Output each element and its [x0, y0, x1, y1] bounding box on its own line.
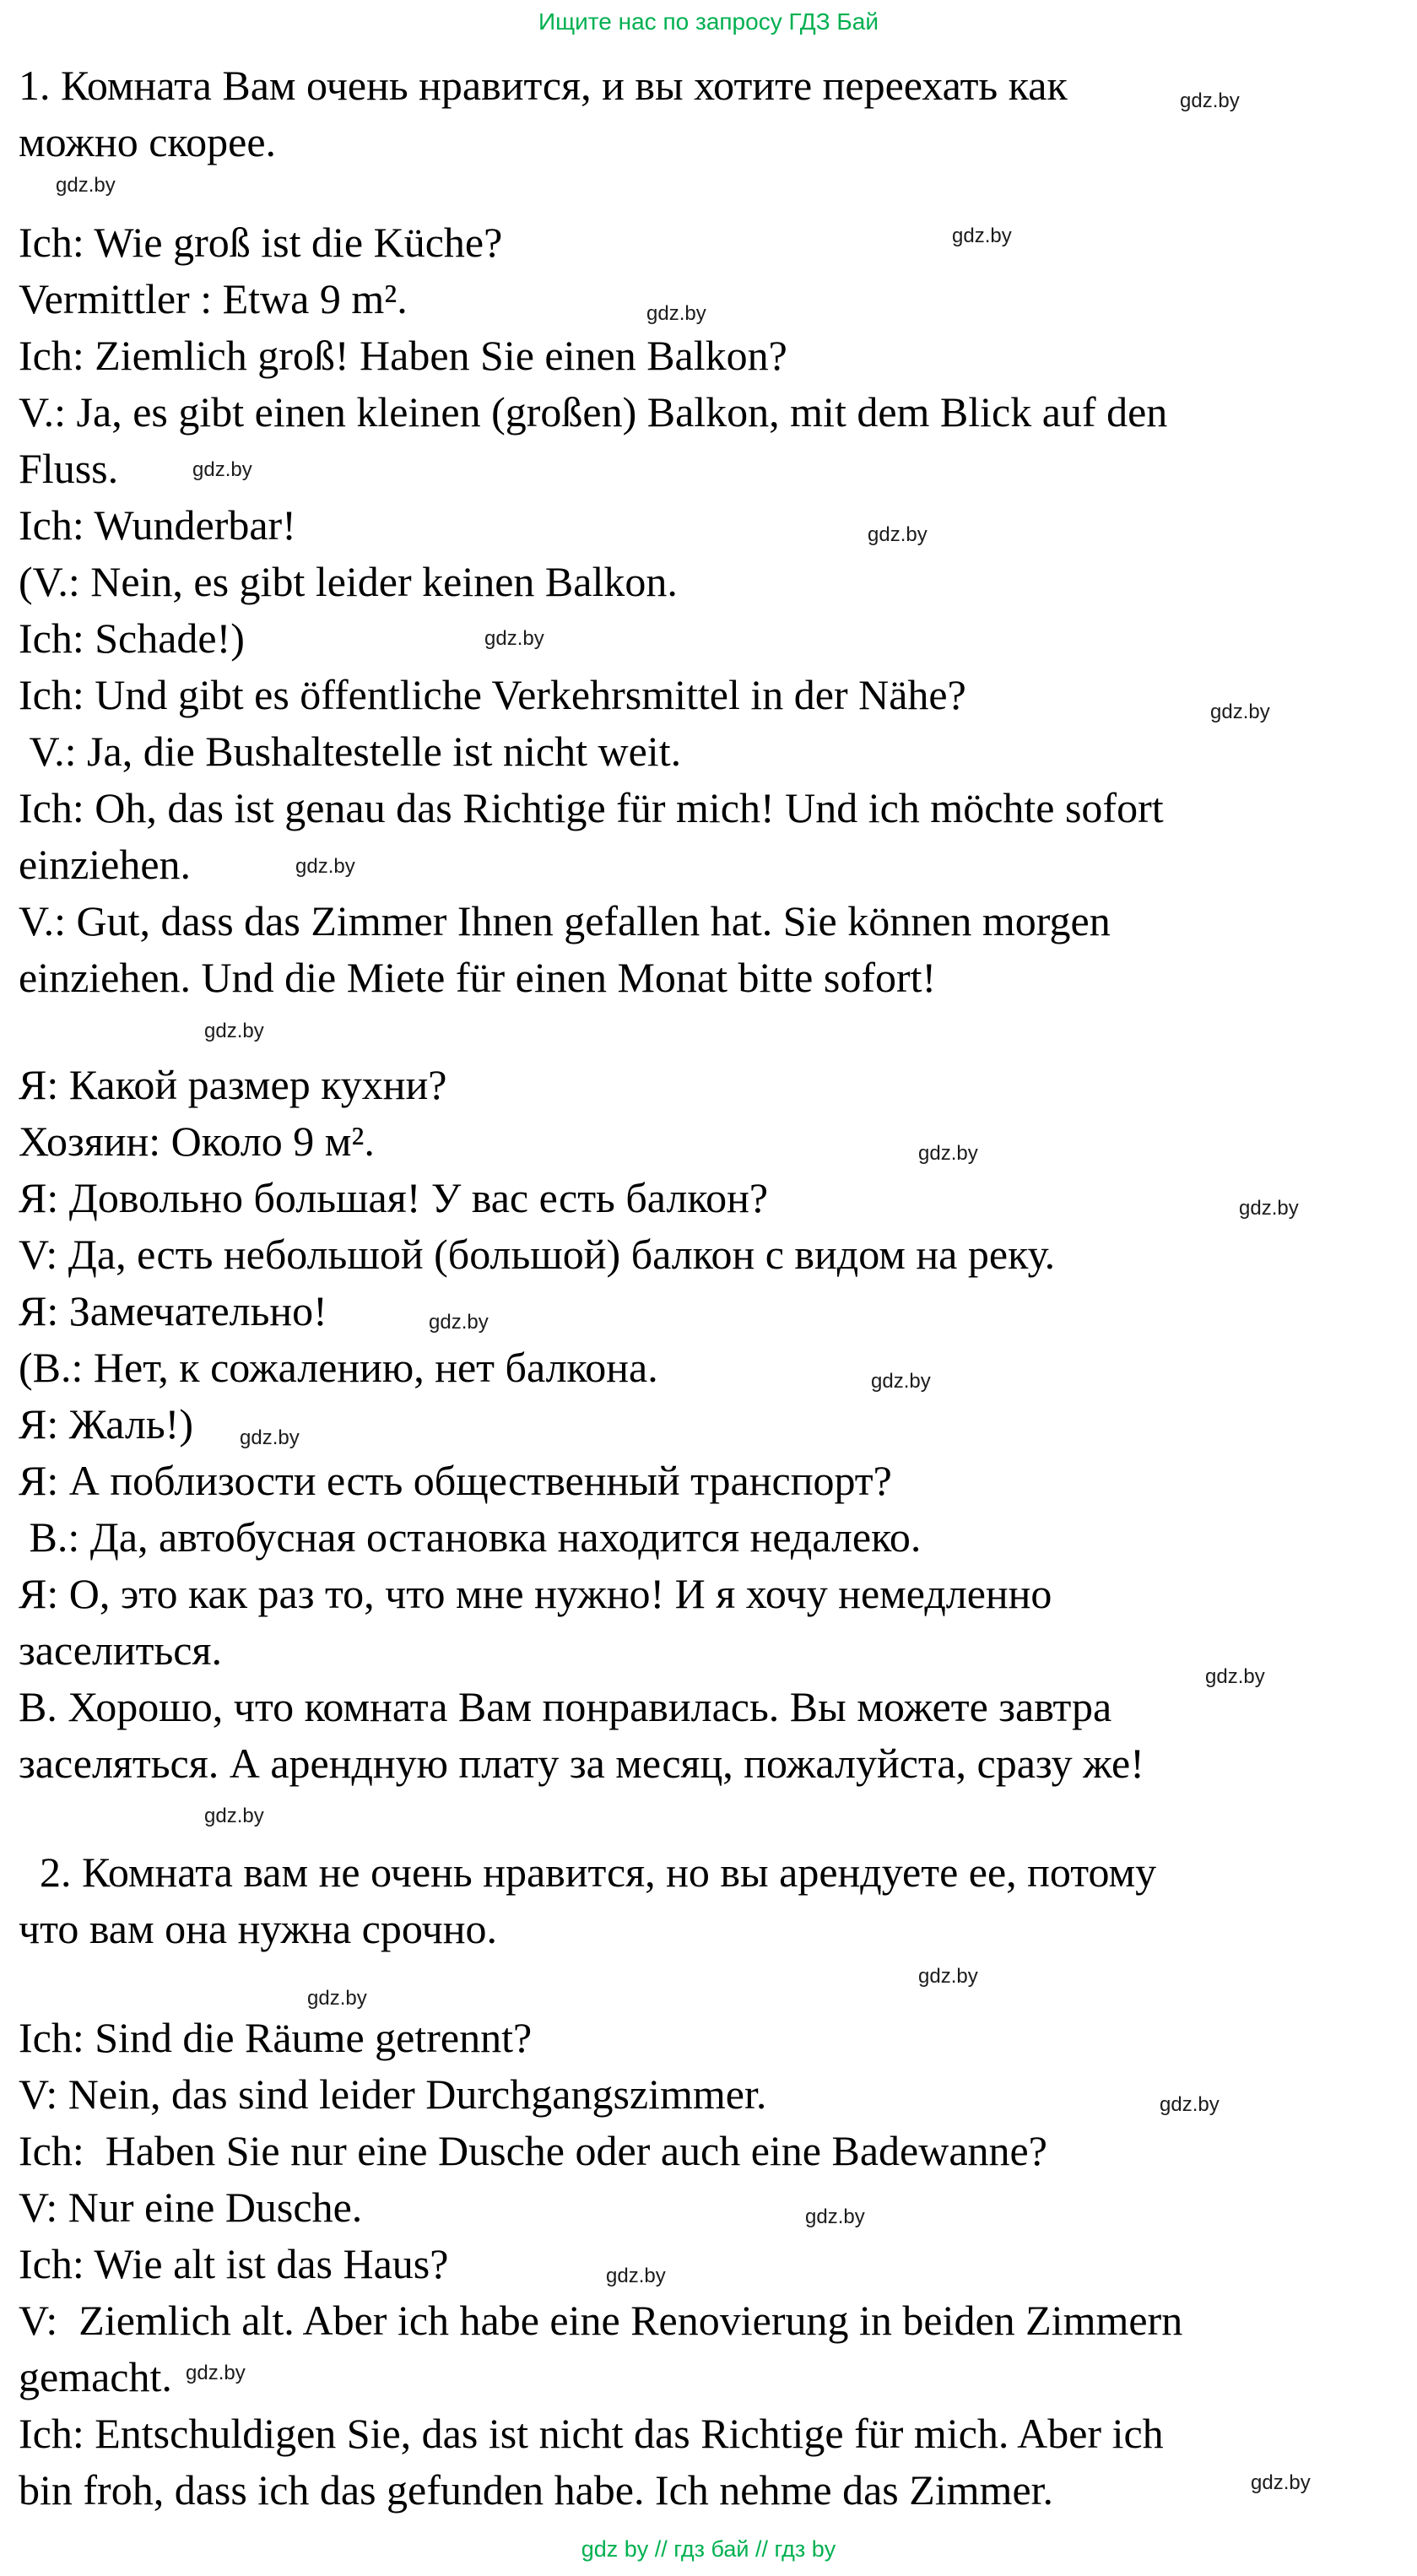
- gdz-watermark: gdz.by: [1160, 2093, 1220, 2116]
- text-line: Ich: Wie groß ist die Küche?: [19, 219, 503, 266]
- gdz-watermark: gdz.by: [1180, 89, 1240, 112]
- gdz-watermark: gdz.by: [240, 1426, 300, 1449]
- gdz-watermark: gdz.by: [606, 2265, 666, 2287]
- text-line: Ich: Ziemlich groß! Haben Sie einen Balkon?: [19, 332, 787, 379]
- text-line: Ich: Oh, das ist genau das Richtige für mich! Und ich möchte sofort: [19, 784, 1164, 831]
- text-line: V.: Ja, die Bushaltestelle ist nicht weit.: [19, 728, 682, 775]
- text-line: заселиться.: [19, 1626, 222, 1674]
- text-line: заселяться. А арендную плату за месяц, пожалуйста, сразу же!: [19, 1740, 1144, 1787]
- gdz-watermark: gdz.by: [1205, 1665, 1265, 1688]
- text-line: Ich: Entschuldigen Sie, das ist nicht das Richtige für mich. Aber ich: [19, 2410, 1164, 2457]
- text-line: bin froh, dass ich das gefunden habe. Ich nehme das Zimmer.: [19, 2466, 1054, 2514]
- gdz-watermark: gdz.by: [1210, 701, 1270, 723]
- text-line: (В.: Нет, к сожалению, нет балкона.: [19, 1344, 658, 1391]
- gdz-watermark: gdz.by: [1239, 1197, 1299, 1220]
- text-line: einziehen.: [19, 841, 192, 888]
- gdz-watermark: gdz.by: [952, 225, 1012, 247]
- text-line: 1. Комната Вам очень нравится, и вы хотите переехать как: [19, 62, 1068, 109]
- gdz-watermark: gdz.by: [204, 1805, 264, 1827]
- text-line: Я: О, это как раз то, что мне нужно! И я хочу немедленно: [19, 1570, 1052, 1617]
- text-line: (V.: Nein, es gibt leider keinen Balkon.: [19, 558, 678, 605]
- gdz-watermark: gdz.by: [204, 1020, 264, 1042]
- gdz-watermark: gdz.by: [307, 1987, 367, 2010]
- gdz-watermark: gdz.by: [56, 174, 116, 197]
- footer-banner: gdz by // гдз бай // гдз by: [581, 2536, 836, 2562]
- text-line: Ich: Sind die Räume getrennt?: [19, 2014, 533, 2061]
- text-line: В.: Да, автобусная остановка находится недалеко.: [19, 1513, 922, 1561]
- gdz-watermark: gdz.by: [295, 855, 355, 878]
- gdz-watermark: gdz.by: [429, 1311, 489, 1334]
- text-line: что вам она нужна срочно.: [19, 1905, 497, 1952]
- gdz-watermark: gdz.by: [192, 458, 252, 481]
- dialog1-russian: [0, 1057, 1417, 1792]
- text-line: Vermittler : Etwa 9 m².: [19, 275, 408, 322]
- text-line: Я: Жаль!): [19, 1400, 193, 1448]
- text-line: Ich: Und gibt es öffentliche Verkehrsmittel in der Nähe?: [19, 671, 966, 718]
- header-banner: Ищите нас по запросу ГДЗ Бай: [538, 8, 879, 35]
- text-line: einziehen. Und die Miete für einen Monat bitte sofort!: [19, 954, 937, 1001]
- text-line: 2. Комната вам не очень нравится, но вы арендуете ее, потому: [19, 1848, 1157, 1896]
- text-line: Я: Довольно большая! У вас есть балкон?: [19, 1174, 769, 1221]
- text-line: Я: А поблизости есть общественный транспорт?: [19, 1457, 892, 1504]
- text-line: Ich: Haben Sie nur eine Dusche oder auch eine Badewanne?: [19, 2127, 1047, 2174]
- task2-paragraph: [0, 1844, 1417, 1957]
- dialog1-german: [0, 214, 1417, 1006]
- text-line: Я: Какой размер кухни?: [19, 1061, 447, 1108]
- gdz-watermark: gdz.by: [186, 2362, 246, 2384]
- text-line: V: Nur eine Dusche.: [19, 2184, 363, 2231]
- text-line: Хозяин: Около 9 м².: [19, 1118, 375, 1165]
- text-line: Ich: Wunderbar!: [19, 501, 296, 549]
- text-line: V: Nein, das sind leider Durchgangszimmer.: [19, 2070, 767, 2118]
- text-line: V: Ziemlich alt. Aber ich habe eine Renovierung in beiden Zimmern: [19, 2297, 1183, 2344]
- gdz-watermark: gdz.by: [868, 523, 928, 546]
- text-line: V.: Gut, dass das Zimmer Ihnen gefallen hat. Sie können morgen: [19, 897, 1111, 944]
- text-line: В. Хорошо, что комната Вам понравилась. Вы можете завтра: [19, 1683, 1112, 1730]
- gdz-watermark: gdz.by: [805, 2205, 865, 2228]
- gdz-watermark: gdz.by: [918, 1965, 978, 1988]
- text-line: gemacht.: [19, 2353, 172, 2400]
- text-line: V: Да, есть небольшой (большой) балкон с видом на реку.: [19, 1231, 1056, 1278]
- text-line: Я: Замечательно!: [19, 1287, 327, 1334]
- gdz-watermark: gdz.by: [871, 1370, 931, 1393]
- text-line: Fluss.: [19, 445, 119, 492]
- task1-paragraph: [0, 57, 1417, 170]
- text-line: V.: Ja, es gibt einen kleinen (großen) Balkon, mit dem Blick auf den: [19, 388, 1168, 436]
- text-line: можно скорее.: [19, 118, 277, 165]
- gdz-watermark: gdz.by: [484, 627, 544, 650]
- text-line: Ich: Schade!): [19, 614, 245, 662]
- gdz-watermark: gdz.by: [646, 302, 706, 325]
- text-line: Ich: Wie alt ist das Haus?: [19, 2240, 449, 2287]
- gdz-watermark: gdz.by: [918, 1142, 978, 1165]
- dialog2-german: [0, 2010, 1417, 2519]
- gdz-watermark: gdz.by: [1251, 2471, 1311, 2494]
